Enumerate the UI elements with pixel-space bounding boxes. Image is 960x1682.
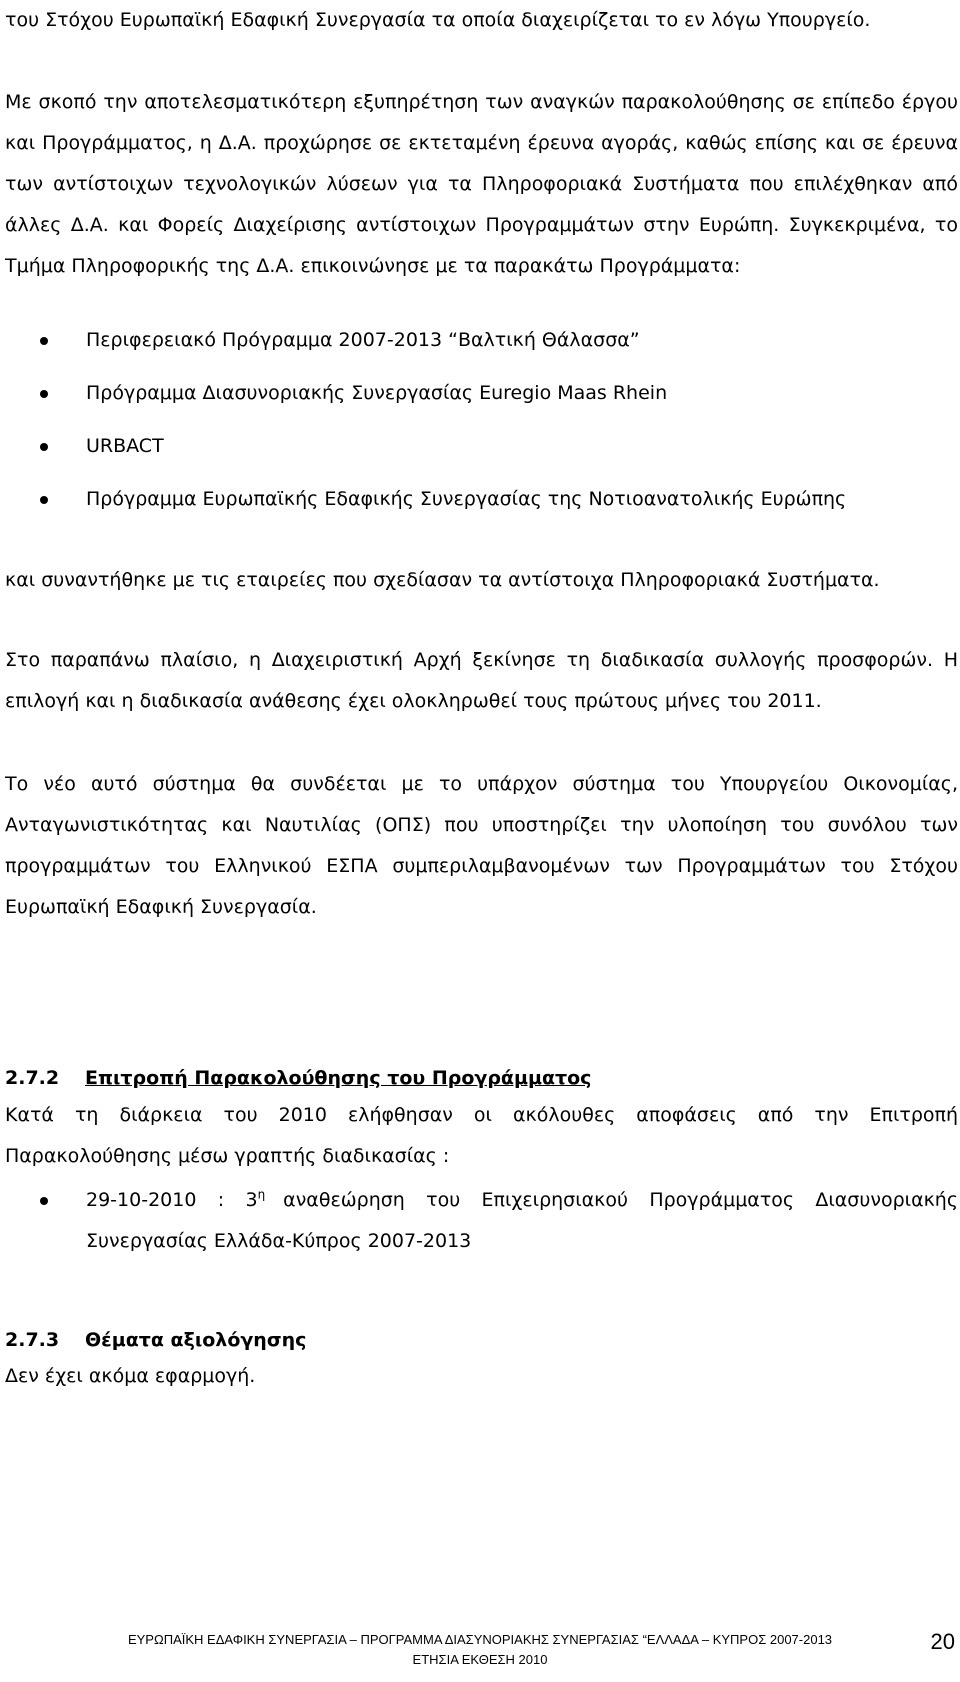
bullet-icon [40, 1197, 48, 1205]
page-footer [0, 1630, 960, 1670]
footer-line-2: ΕΤΗΣΙΑ ΕΚΘΕΣΗ 2010 [412, 1652, 548, 1667]
decision-list [0, 1180, 960, 1262]
paragraph-system: Το νέο αυτό σύστημα θα συνδέεται με το υπάρχον σύστημα του Υπουργείου Οικονομίας, Ανταγωνιστικότητας και Ναυτιλίας (ΟΠΣ) που υποστηρίζει την υλοποίηση του συνόλου των προγραμμάτων του Ελληνικού ΕΣΠΑ συμπεριλαμβανομένων των Προγραμμάτων του Στόχου Ευρωπαϊκή Εδαφική Συνεργασία. [5, 773, 958, 918]
section-number: 2.7.3 [5, 1329, 60, 1351]
list-item-text: URBACT [86, 435, 164, 457]
bullet-icon [40, 443, 48, 451]
section-number: 2.7.2 [5, 1067, 60, 1089]
list-item [0, 373, 960, 414]
bullet-icon [40, 496, 48, 504]
decision-superscript: η [257, 1187, 266, 1202]
paragraph-intro: του Στόχου Ευρωπαϊκή Εδαφική Συνεργασία τα οποία διαχειρίζεται το εν λόγω Υπουργείο. [5, 9, 871, 31]
list-item [0, 479, 960, 520]
list-item-text: Πρόγραμμα Διασυνοριακής Συνεργασίας Euregio Maas Rhein [86, 382, 668, 404]
list-item-text: Πρόγραμμα Ευρωπαϊκής Εδαφικής Συνεργασίας της Νοτιοανατολικής Ευρώπης [86, 488, 847, 510]
section-heading-273 [5, 1325, 306, 1355]
decision-date: 29-10-2010 : 3 [86, 1189, 258, 1211]
paragraph-evaluation: Δεν έχει ακόμα εφαρμογή. [5, 1365, 256, 1387]
paragraph-market-research: Με σκοπό την αποτελεσματικότερη εξυπηρέτηση των αναγκών παρακολούθησης σε επίπεδο έργου και Προγράμματος, η Δ.Α. προχώρησε σε εκτεταμένη έρευνα αγοράς, καθώς επίσης και σε έρευνα των αντίστοιχων τεχνολογικών λύσεων για τα Πληροφοριακά Συστήματα που επιλέχθηκαν από άλλες Δ.Α. και Φορείς Διαχείρισης αντίστοιχων Προγραμμάτων στην Ευρώπη. Συγκεκριμένα, το Τμήμα Πληροφορικής της Δ.Α. επικοινώνησε με τα παρακάτω Προγράμματα: [5, 91, 958, 277]
section-title: Θέματα αξιολόγησης [85, 1329, 307, 1351]
list-item [0, 1180, 960, 1262]
section-heading-272 [5, 1063, 591, 1093]
bullet-icon [40, 337, 48, 345]
bullet-icon [40, 390, 48, 398]
page-number: 20 [930, 1629, 955, 1654]
paragraph-companies: και συναντήθηκε με τις εταιρείες που σχεδίασαν τα αντίστοιχα Πληροφοριακά Συστήματα. [5, 569, 880, 591]
decision-text: αναθεώρηση του Επιχειρησιακού Προγράμματος Διασυνοριακής Συνεργασίας Ελλάδα-Κύπρος 2007-2013 [86, 1189, 958, 1252]
list-item [0, 426, 960, 467]
paragraph-committee-intro: Κατά τη διάρκεια του 2010 ελήφθησαν οι ακόλουθες αποφάσεις από την Επιτροπή Παρακολούθησης μέσω γραπτής διαδικασίας : [5, 1104, 958, 1167]
footer-line-1: ΕΥΡΩΠΑΪΚΗ ΕΔΑΦΙΚΗ ΣΥΝΕΡΓΑΣΙΑ – ΠΡΟΓΡΑΜΜΑ ΔΙΑΣΥΝΟΡΙΑΚΗΣ ΣΥΝΕΡΓΑΣΙΑΣ “ΕΛΛΑΔΑ – ΚΥΠΡΟΣ 2007-2013 [127, 1632, 833, 1647]
paragraph-tender: Στο παραπάνω πλαίσιο, η Διαχειριστική Αρχή ξεκίνησε τη διαδικασία συλλογής προσφορών. Η επιλογή και η διαδικασία ανάθεσης έχει ολοκληρωθεί τους πρώτους μήνες του 2011. [5, 649, 958, 712]
section-title: Επιτροπή Παρακολούθησης του Προγράμματος [85, 1067, 592, 1089]
list-item [0, 320, 960, 361]
programme-list [0, 320, 960, 520]
list-item-text: Περιφερειακό Πρόγραμμα 2007-2013 “Βαλτική Θάλασσα” [86, 329, 640, 351]
